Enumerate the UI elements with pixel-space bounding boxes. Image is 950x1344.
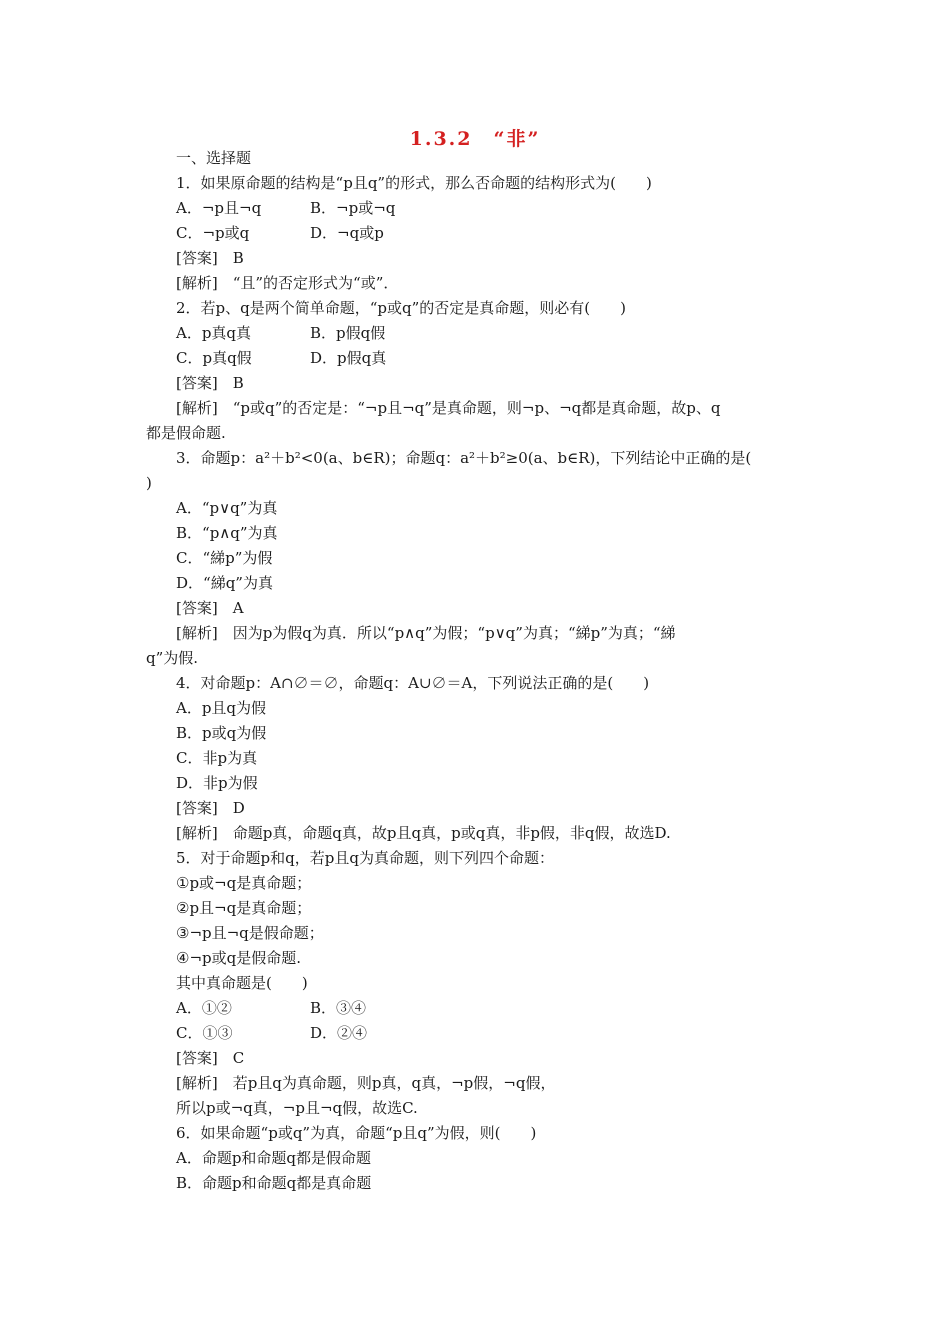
text-line: [答案] B xyxy=(176,249,244,267)
text-line: 1．如果原命题的结构是“p且q”的形式，那么否命题的结构形式为( ) xyxy=(176,174,652,192)
text-line: C．①③ xyxy=(176,1024,233,1042)
text-line: [解析] “p或q”的否定是：“¬p且¬q”是真命题，则¬p、¬q都是真命题，故p、q xyxy=(176,399,721,417)
text-line: C．p真q假 xyxy=(176,349,252,367)
text-line: 2．若p、q是两个简单命题，“p或q”的否定是真命题，则必有( ) xyxy=(176,299,626,317)
text-line: ②p且¬q是真命题； xyxy=(176,899,312,917)
text-line: A．命题p和命题q都是假命题 xyxy=(176,1149,372,1167)
text-line: 其中真命题是( ) xyxy=(176,974,308,992)
text-line: [解析] “且”的否定形式为“或”． xyxy=(176,274,399,292)
text-line: [解析] 命题p真，命题q真，故p且q真，p或q真，非p假，非q假，故选D. xyxy=(176,824,671,842)
text-line: [答案] B xyxy=(176,374,244,392)
text-line: C．¬p或q xyxy=(176,224,250,242)
text-line: [解析] 若p且q为真命题，则p真，q真，¬p假，¬q假， xyxy=(176,1074,556,1092)
text-line: 5．对于命题p和q，若p且q为真命题，则下列四个命题： xyxy=(176,849,554,867)
text-line: C．非p为真 xyxy=(176,749,258,767)
text-line: D．非p为假 xyxy=(176,774,258,792)
text-line: A．①② xyxy=(176,999,232,1017)
text-line: B．p假q假 xyxy=(310,324,386,342)
text-line: 都是假命题. xyxy=(146,424,226,442)
text-line: B．③④ xyxy=(310,999,367,1017)
text-line: [解析] 因为p为假q为真．所以“p∧q”为假；“p∨q”为真；“綈p”为真；“綈 xyxy=(176,624,676,642)
text-line: A．p真q真 xyxy=(176,324,252,342)
text-line: [答案] A xyxy=(176,599,244,617)
text-line: A．“p∨q”为真 xyxy=(176,499,278,517)
text-line: q”为假. xyxy=(146,649,199,667)
text-line: ③¬p且¬q是假命题； xyxy=(176,924,324,942)
text-line: C．“綈p”为假 xyxy=(176,549,273,567)
text-line: A．¬p且¬q xyxy=(176,199,262,217)
text-line: ④¬p或q是假命题. xyxy=(176,949,301,967)
text-line: ) xyxy=(146,474,152,492)
text-line: B．¬p或¬q xyxy=(310,199,396,217)
text-line: D．p假q真 xyxy=(310,349,387,367)
text-line: [答案] D xyxy=(176,799,245,817)
text-line: 一、选择题 xyxy=(176,149,252,167)
text-line: 6．如果命题“p或q”为真，命题“p且q”为假，则( ) xyxy=(176,1124,537,1142)
text-line: D．②④ xyxy=(310,1024,368,1042)
text-line: A．p且q为假 xyxy=(176,699,267,717)
text-line: 4．对命题p：A∩∅＝∅，命题q：A∪∅＝A，下列说法正确的是( ) xyxy=(176,674,650,692)
text-line: D．“綈q”为真 xyxy=(176,574,273,592)
text-line: [答案] C xyxy=(176,1049,245,1067)
text-line: B．“p∧q”为真 xyxy=(176,524,278,542)
page-title: 1.3.2 “非” xyxy=(409,128,541,150)
text-line: D．¬q或p xyxy=(310,224,384,242)
text-line: ①p或¬q是真命题； xyxy=(176,874,312,892)
text-line: B．命题p和命题q都是真命题 xyxy=(176,1174,372,1192)
text-line: 所以p或¬q真，¬p且¬q假，故选C. xyxy=(176,1099,418,1117)
text-line: B．p或q为假 xyxy=(176,724,267,742)
text-line: 3．命题p：a²＋b²<0(a、b∈R)；命题q：a²＋b²≥0(a、b∈R)，下列结论中正确的是( xyxy=(176,449,752,467)
